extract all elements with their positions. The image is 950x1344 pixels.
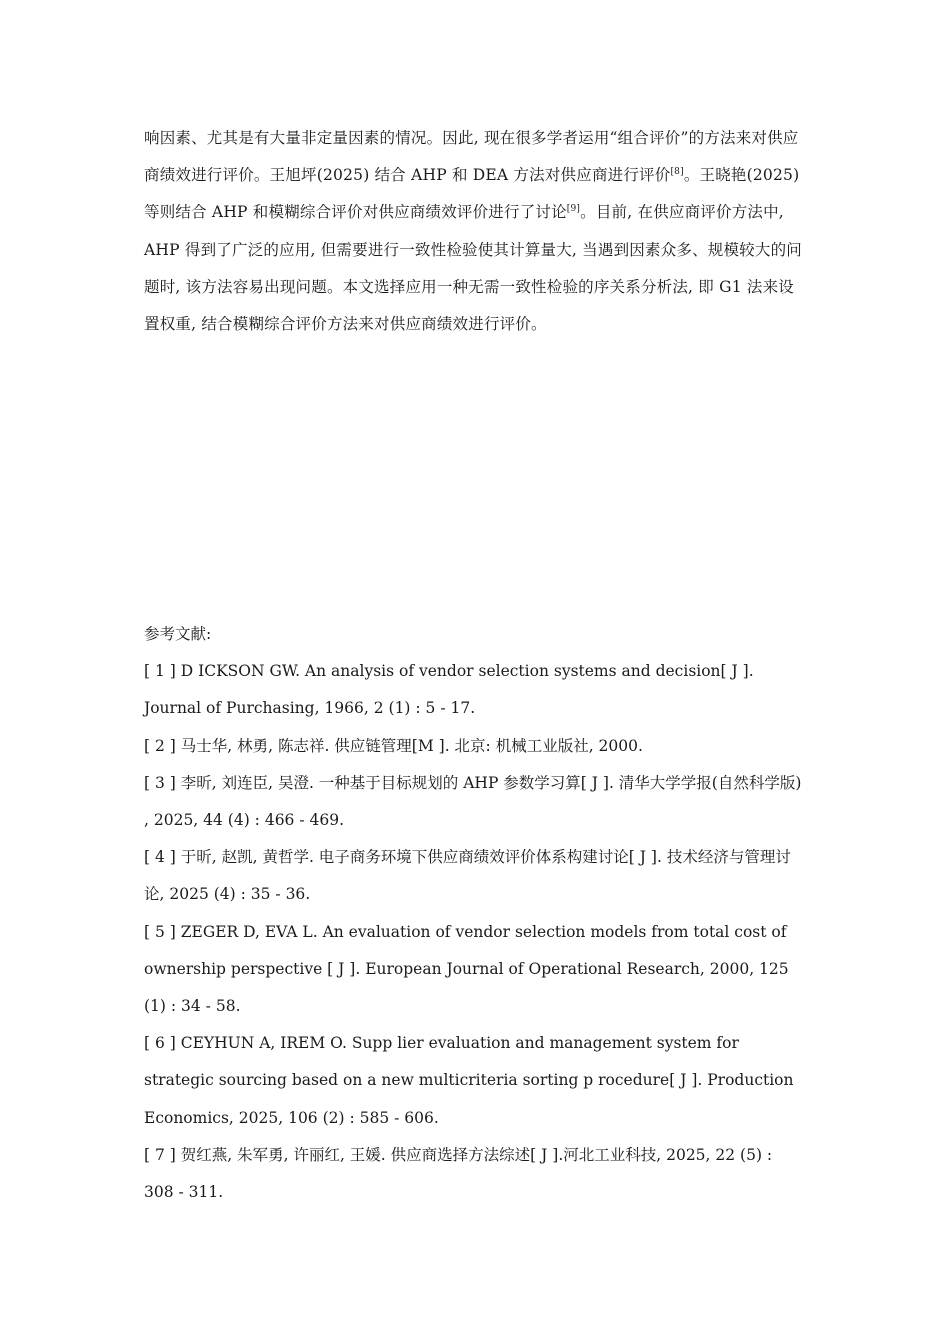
citation-9[interactable]: [9] [566, 204, 581, 215]
references-section [144, 616, 804, 1211]
reference-item: [ 2 ] 马士华, 林勇, 陈志祥. 供应链管理[M ]. 北京: 机械工业版社, 2000. [144, 736, 643, 755]
reference-item: [ 3 ] 李昕, 刘连臣, 吴澄. 一种基于目标规划的 AHP 参数学习算[ J ]. 清华大学学报(自然科学版) , 2025, 44 (4) : 466 - 469. [144, 773, 802, 830]
body-segment-1: 响因素、尤其是有大量非定量因素的情况。因此, 现在很多学者运用“组合评价”的方法来对供应商绩效进行评价。王旭坪(2025) 结合 AHP 和 DEA 方法对供应商进行评价 [144, 129, 799, 185]
citation-8[interactable]: [8] [670, 167, 684, 178]
references-list [144, 653, 804, 1211]
reference-item: [ 4 ] 于昕, 赵凯, 黄哲学. 电子商务环境下供应商绩效评价体系构建讨论[ J ]. 技术经济与管理讨论, 2025 (4) : 35 - 36. [144, 848, 791, 904]
reference-item: [ 1 ] D ICKSON GW. An analysis of vendor selection systems and decision[ J ]. Journal of Purchasing, 1966, 2 (1) : 5 - 17. [144, 662, 754, 718]
reference-item: [ 5 ] ZEGER D, EVA L. An evaluation of vendor selection models from total cost of ownership perspective [ J ]. European Journal of Operational Research, 2000, 125 (1) : 34 - 58. [144, 922, 789, 1016]
body-segment-3: 。目前, 在供应商评价方法中, AHP 得到了广泛的应用, 但需要进行一致性检验使其计算量大, 当遇到因素众多、规模较大的问题时, 该方法容易出现问题。本文选择应用一种无需一致性检验的序关系分析法, 即 G1 法来设置权重, 结合模糊综合评价方法来对供应商绩效进行评价。 [144, 203, 802, 334]
body-segment-2: 。王晓艳(2025) 等则结合 AHP 和模糊综合评价对供应商绩效评价进行了讨论 [144, 166, 800, 222]
reference-item: [ 7 ] 贺红燕, 朱军勇, 许丽红, 王媛. 供应商选择方法综述[ J ].河北工业科技, 2025, 22 (5) : 308 - 311. [144, 1145, 773, 1202]
reference-item: [ 6 ] CEYHUN A, IREM O. Supp lier evaluation and management system for strategic sourcing based on a new multicriteria sorting p rocedure[ J ]. Production Economics, 2025, 106 (2) : 585 - 606. [144, 1034, 794, 1127]
references-title: 参考文献: [144, 625, 212, 643]
paragraph-text [144, 120, 804, 343]
body-paragraph [144, 120, 804, 343]
